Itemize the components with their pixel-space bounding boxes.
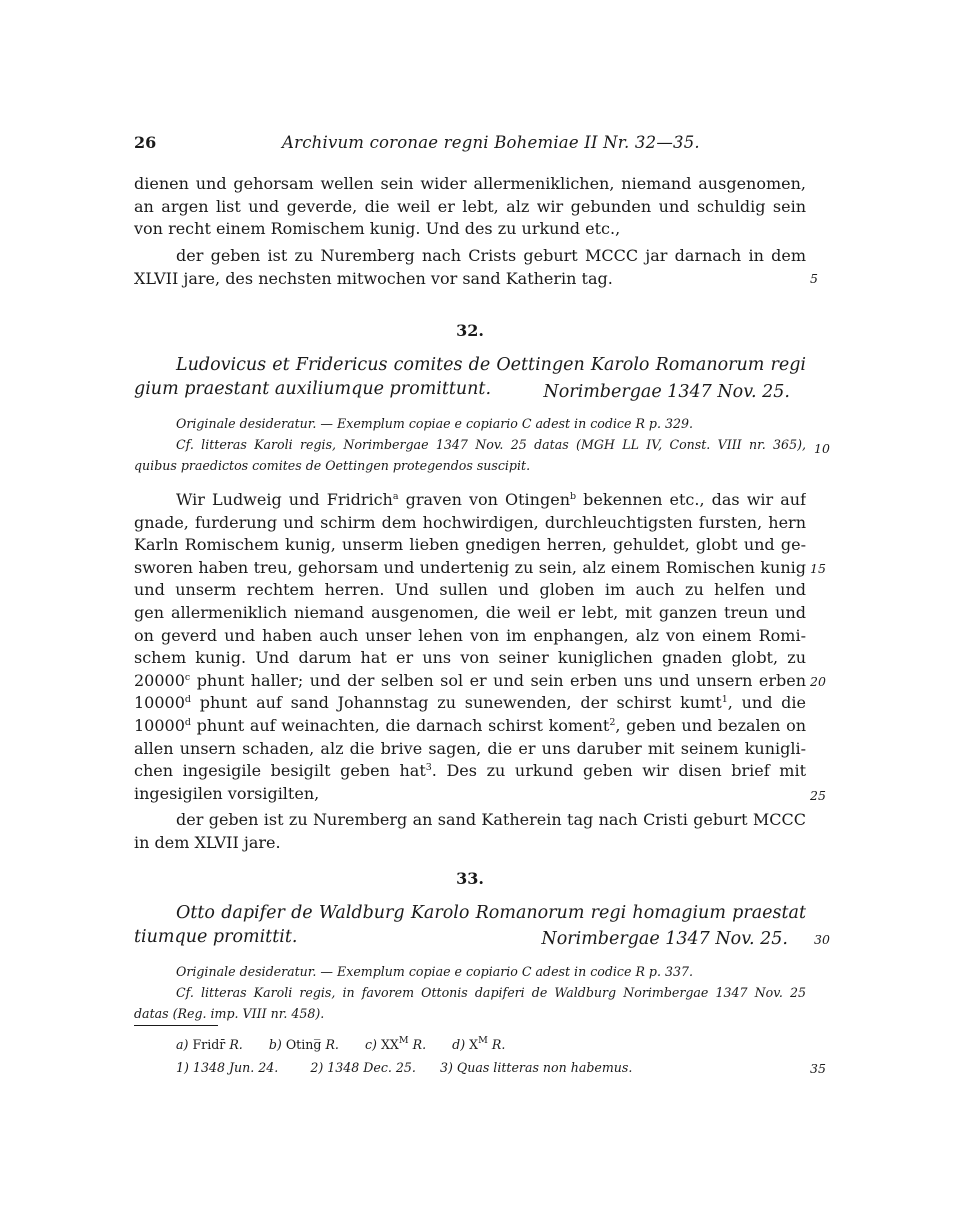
text-line: allen unsern schaden, alz die brive sagen, die er uns daruber mit seinem kunigli-: [134, 738, 806, 758]
running-title: Archivum coronae regni Bohemiae II Nr. 32—35.: [282, 133, 700, 152]
page-number: 26: [134, 133, 157, 152]
line-number-25: 25: [810, 788, 826, 803]
line-number-5: 5: [810, 271, 818, 286]
text-line: ingesigilen vorsigilten,: [134, 783, 320, 803]
doc33-number: 33.: [456, 869, 484, 888]
text-line: und unserm rechtem herren. Und sullen und globen im auch zu helfen und: [134, 580, 806, 600]
dating-line: in dem XLVII jare.: [134, 832, 281, 852]
dating-line: der geben ist zu Nuremberg an sand Katherein tag nach Cristi geburt MCCC: [176, 810, 806, 829]
variant-c: c) $XX^M$ R.: [364, 1035, 427, 1052]
text-line: sworen haben treu, gehorsam und undertenig zu sein, alz einem Romischen kunig: [134, 557, 806, 577]
regest-line: [134, 377, 806, 401]
text-line: Wir Ludweig und Fridrich$^a$ graven von Otingen$^b$ bekennen etc., das wir auf: [176, 490, 806, 509]
footnote-divider: [134, 1025, 218, 1026]
variant-d: d) $X^M$ R.: [452, 1035, 506, 1052]
text-line: dienen und gehorsam wellen sein wider allermeniklichen, niemand ausgenomen,: [134, 174, 806, 193]
regest-line: [134, 925, 806, 949]
doc31-text: [134, 173, 806, 241]
regest-text: tiumque promittit.: [134, 927, 298, 947]
doc32-date: Norimbergae 1347 Nov. 25.: [543, 382, 790, 402]
note-line: Cf. litteras Karoli regis, Norimbergae 1347 Nov. 25 datas (MGH LL IV, Const. VIII nr. 365),: [176, 437, 806, 452]
doc33-notes: [134, 961, 806, 1024]
text-line: 10000$^d$ phunt auf weinachten, die darnach schirst koment$^2$, geben und bezalen on: [134, 715, 806, 735]
line-number-30: 30: [814, 932, 830, 947]
doc33-date: Norimbergae 1347 Nov. 25.: [541, 929, 788, 949]
note-line: Cf. litteras Karoli regis, in favorem Ottonis dapiferi de Waldburg Norimbergae 1347 Nov. 25: [176, 985, 806, 1000]
note-2: 2) 1348 Dec. 25.: [310, 1060, 416, 1075]
dating-line: XLVII jare, des nechsten mitwochen vor sand Katherin tag.: [134, 268, 613, 288]
text-line: von recht einem Romischem kunig. Und des zu urkund etc.,: [134, 219, 621, 239]
regest-line: Otto dapifer de Waldburg Karolo Romanorum regi homagium praestat: [176, 903, 806, 923]
doc32-regest: [134, 353, 806, 401]
regest-line: Ludovicus et Fridericus comites de Oettingen Karolo Romanorum regi: [176, 355, 806, 375]
line-number-20: 20: [810, 674, 826, 689]
note-line: quibus praedictos comites de Oettingen protegendos suscipit.: [134, 458, 531, 473]
dating-line: der geben ist zu Nuremberg nach Crists geburt MCCC jar darnach in dem: [176, 246, 806, 265]
text-line: gen allermeniklich niemand ausgenomen, die weil er lebt, mit ganzen treun und: [134, 602, 806, 622]
text-line: gnade, furderung und schirm dem hochwirdigen, durchleuchtigsten fursten, hern: [134, 512, 806, 532]
regest-text: gium praestant auxiliumque promittunt.: [134, 379, 492, 399]
doc32-number: 32.: [456, 321, 484, 340]
doc32-dating: [134, 809, 806, 854]
line-number-15: 15: [810, 561, 826, 576]
note-3: 3) Quas litteras non habemus.: [439, 1060, 633, 1075]
note-line: Originale desideratur. — Exemplum copiae e copiario C adest in codice R p. 329.: [176, 416, 694, 431]
variant-b: b) Oting̅ R.: [268, 1037, 339, 1052]
variant-footnotes: [176, 1034, 505, 1055]
doc32-notes: [134, 413, 806, 476]
line-number-10: 10: [814, 441, 830, 456]
text-line: chen ingesigile besigilt geben hat$^3$. Des zu urkund geben wir disen brief mit: [134, 761, 806, 781]
note-line: datas (Reg. imp. VIII nr. 458).: [134, 1006, 325, 1021]
text-line: an argen list und geverde, die weil er lebt, alz wir gebunden und schuldig sein: [134, 196, 806, 216]
variant-a: a) Fridr̄ R.: [176, 1037, 243, 1052]
doc32-text: [134, 489, 806, 805]
text-line: Karln Romischem kunig, unserm lieben gnedigen herren, gehuldet, globt und ge-: [134, 535, 806, 555]
text-line: schem kunig. Und darum hat er uns von seiner kuniglichen gnaden globt, zu: [134, 648, 806, 668]
text-line: 20000$^c$ phunt haller; und der selben sol er und sein erben uns und unsern erben: [134, 670, 806, 690]
line-number-35: 35: [810, 1061, 826, 1076]
text-line: on geverd und haben auch unser lehen von im enphangen, alz von einem Romi-: [134, 625, 806, 645]
note-1: 1) 1348 Jun. 24.: [176, 1060, 279, 1075]
text-line: 10000$^d$ phunt auf sand Johannstag zu sunewenden, der schirst kumt$^1$, und die: [134, 693, 806, 713]
doc33-regest: [134, 901, 806, 949]
note-line: Originale desideratur. — Exemplum copiae e copiario C adest in codice R p. 337.: [176, 964, 694, 979]
doc31-dating: [134, 245, 806, 290]
explanatory-footnotes: [176, 1057, 632, 1078]
